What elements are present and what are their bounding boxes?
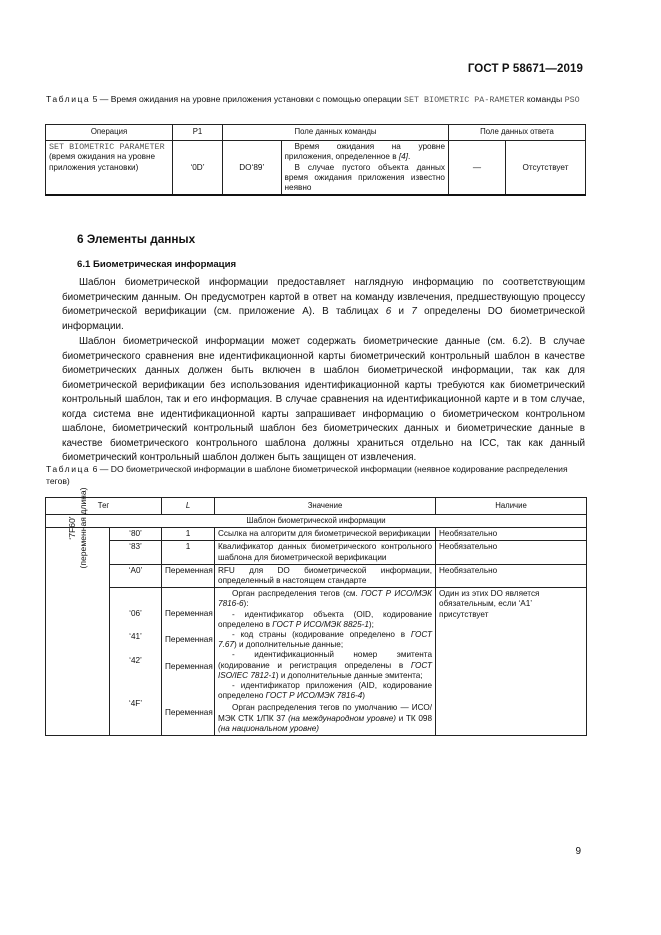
paragraph-1-text-a: Шаблон биометрической информации предоставляет наглядную информацию по соответствующим биометрическим данным. Он предусмотрен картой в ответ на команду извлечения, предшествующую процессу биометрической верификации (см. приложение А). В таблицах bbox=[62, 277, 585, 317]
table5-cell-response: Отсутствует bbox=[506, 141, 586, 196]
table6-tag-42: ‘42’ bbox=[129, 655, 142, 665]
table6-issuer-lengths bbox=[162, 588, 215, 736]
table6-value-a0: RFU для DO биометрической информации, определенный в настоящем стандарте bbox=[215, 564, 436, 587]
table6-issuer-item-4f-text-a: - идентификатор приложения (AID, кодирование определено bbox=[218, 681, 433, 701]
table5-cell-p1: ‘0D’ bbox=[173, 141, 223, 196]
paragraph-2: Шаблон биометрической информации может содержать биометрические данные (см. 6.2). В случае биометрического сравнения вне идентификационной карты биометрический контрольный шаблон в качестве биометрических данных должен быть включен в шаблон биометрической информации, так как для биометрической верификации без использования идентификационной карты требуются как биометрический контрольный шаблон, так и его информация. В случае сравнения на идентификационной карте и в том случае, когда система вне идентификационной карты запрашивает информацию о биометрическом контрольном шаблоне, биометрический контрольный шаблон без биометрических данных и биометрические данные в качестве биометрического контрольного шаблона должны храниться отдельно на ICC, так как данный биометрический контрольный шаблон должен быть защищен от извлечения. bbox=[62, 336, 585, 463]
table5-caption-label: Таблица bbox=[46, 94, 91, 104]
table6-header-l: L bbox=[162, 498, 215, 515]
table5-operation-text: (время ожидания на уровне приложения установки) bbox=[49, 152, 156, 172]
table6-header-presence: Наличие bbox=[436, 498, 587, 515]
table6-issuer-default-b: и ТК 098 bbox=[396, 713, 433, 723]
table5-desc-1-text: Время ожидания на уровне приложения, определенное в bbox=[284, 142, 445, 162]
table5-desc-1-end: . bbox=[407, 152, 411, 162]
paragraph-1-text-b: и bbox=[391, 306, 412, 317]
table5-header-operation: Операция bbox=[46, 125, 173, 141]
table6-l-06: Переменная bbox=[165, 609, 213, 619]
table6-l-83: 1 bbox=[162, 541, 215, 564]
table5-desc-1 bbox=[285, 142, 446, 163]
table6-issuer-item-41-text-a: - код страны (кодирование определено в bbox=[232, 630, 411, 640]
table6-issuer-item-42-ref: ГОСТ ISO/IEC 7812-1 bbox=[218, 660, 433, 680]
table5 bbox=[45, 124, 586, 196]
table6-header-value: Значение bbox=[215, 498, 436, 515]
table6-issuer-item-41 bbox=[218, 630, 432, 650]
table5-desc-1-ref: [4] bbox=[398, 152, 408, 162]
subsection-title: 6.1 Биометрическая информация bbox=[77, 259, 237, 270]
table6-issuer-item-41-text-b: ) и дополнительные данные; bbox=[233, 640, 344, 650]
paragraph-1-text-c: определены DO биометрической информации. bbox=[62, 306, 585, 332]
table6-presence-a0: Необязательно bbox=[436, 564, 587, 587]
table6-issuer-intro-ref: ГОСТ Р ИСО/МЭК 7816-6 bbox=[218, 589, 433, 609]
table6-l-a0: Переменная bbox=[162, 564, 215, 587]
table6-issuer-item-06 bbox=[218, 610, 432, 630]
page-number: 9 bbox=[575, 846, 581, 857]
table6-caption bbox=[46, 463, 586, 488]
table6-tag-83: ‘83’ bbox=[110, 541, 162, 564]
table6-tag-80: ‘80’ bbox=[110, 528, 162, 541]
table6-tag-4f: ‘4F’ bbox=[128, 698, 143, 708]
section-body bbox=[62, 276, 585, 467]
table6-issuer-default bbox=[218, 703, 432, 734]
table5-operation-code: SET BIOMETRIC PARAMETER bbox=[49, 142, 165, 152]
table6-span-label: Шаблон биометрической информации bbox=[46, 515, 587, 528]
table6-row-a0 bbox=[46, 564, 587, 587]
table6-l-80: 1 bbox=[162, 528, 215, 541]
section-title: 6 Элементы данных bbox=[77, 232, 196, 246]
table6-row-issuer bbox=[46, 588, 587, 736]
table6-issuer-item-42-text-b: ) и дополнительные данные эмитента; bbox=[275, 670, 423, 680]
table6-outer-tag bbox=[67, 488, 89, 569]
table6-tag-41: ‘41’ bbox=[129, 632, 142, 642]
table6-presence-80: Необязательно bbox=[436, 528, 587, 541]
table5-row bbox=[46, 141, 586, 196]
paragraph-1-table6-ref[interactable]: 6 bbox=[385, 306, 392, 317]
table5-cell-operation bbox=[46, 141, 173, 196]
table5-header-p1: P1 bbox=[173, 125, 223, 141]
table5-desc-2: В случае пустого объекта данных время ожидания приложения известно неявно bbox=[284, 162, 445, 193]
table6-issuer-item-06-text-b: ); bbox=[368, 619, 374, 629]
table5-cell-command-data bbox=[223, 141, 449, 196]
table6-l-4f: Переменная bbox=[165, 708, 213, 718]
table6-issuer-default-natl: (на национальном уровне) bbox=[218, 723, 320, 733]
document-code-header: ГОСТ Р 58671—2019 bbox=[467, 63, 583, 75]
table6-issuer-item-4f-text-b: ) bbox=[362, 691, 366, 701]
table6-row-80 bbox=[46, 528, 587, 541]
table6-issuer-default-a: Орган распределения тегов по умолчанию — ИСО/МЭК СТК 1/ПК 37 bbox=[218, 703, 433, 723]
table6-issuer-item-42 bbox=[218, 650, 432, 681]
table5-caption-text: — Время ожидания на уровне приложения установки с помощью операции bbox=[97, 94, 404, 104]
table6-issuer-intro-a: Орган распределения тегов (см. bbox=[232, 589, 362, 599]
table6-value-80: Ссылка на алгоритм для биометрической верификации bbox=[215, 528, 436, 541]
table6-caption-text: — DO биометрической информации в шаблоне биометрической информации (неявное кодирование распределения тегов) bbox=[46, 464, 568, 487]
table6-issuer-item-4f bbox=[218, 681, 432, 701]
table5-header-row bbox=[46, 125, 586, 141]
table6-presence-83: Необязательно bbox=[436, 541, 587, 564]
table5-caption-num: 5 bbox=[92, 94, 98, 104]
table6-span-row bbox=[46, 515, 587, 528]
table6-issuer-intro-b: ): bbox=[243, 599, 249, 609]
table6-issuer-tags bbox=[110, 588, 162, 736]
table5-command-data-inner bbox=[223, 141, 448, 194]
table6-issuer-value bbox=[215, 588, 436, 736]
table6-header-tag: Тег bbox=[46, 498, 162, 515]
table5-caption-text2: команды bbox=[524, 94, 565, 104]
table6-outer-tag-value: ‘7F60’ bbox=[66, 516, 77, 540]
table5-caption-code2: PSO bbox=[564, 95, 580, 105]
table6-issuer-intro bbox=[218, 589, 432, 609]
table5-cell-dash: — bbox=[449, 141, 506, 196]
table6-issuer-item-06-text-a: - идентификатор объекта (OID, кодирование определено в bbox=[218, 609, 433, 629]
table5-caption bbox=[46, 93, 586, 106]
table6-issuer-presence: Один из этих DO является обязательным, если ‘A1’ присутствует bbox=[436, 588, 587, 736]
table6-issuer-default-intl: (на международном уровне) bbox=[288, 713, 397, 723]
paragraph-1 bbox=[62, 276, 585, 334]
paragraph-1-table7-ref[interactable]: 7 bbox=[411, 306, 417, 317]
table5-command-desc bbox=[281, 141, 448, 194]
table6-value-83: Квалификатор данных биометрического контрольного шаблона для биометрической верификации bbox=[215, 541, 436, 564]
table6-tag-a0: ‘A0’ bbox=[110, 564, 162, 587]
table6-l-41: Переменная bbox=[165, 635, 213, 645]
table6-caption-label: Таблица bbox=[46, 464, 91, 474]
table6-issuer-item-06-ref: ГОСТ Р ИСО/МЭК 8825-1 bbox=[272, 619, 369, 629]
table5-header-response-data: Поле данных ответа bbox=[449, 125, 586, 141]
table6 bbox=[45, 487, 587, 736]
table6-header-row bbox=[46, 498, 587, 515]
table5-caption-code: SET BIOMETRIC PA-RAMETER bbox=[403, 95, 525, 105]
table5-header-command-data: Поле данных команды bbox=[223, 125, 449, 141]
table6-row-83 bbox=[46, 541, 587, 564]
table6-issuer-item-41-ref: ГОСТ 7.67 bbox=[218, 630, 433, 650]
table6-l-42: Переменная bbox=[165, 662, 213, 672]
table6-tag-06: ‘06’ bbox=[129, 609, 142, 619]
table6-issuer-item-42-text-a: - идентификационный номер эмитента (кодирование и регистрация определены в bbox=[218, 650, 433, 670]
table6-issuer-item-4f-ref: ГОСТ Р ИСО/МЭК 7816-4 bbox=[265, 691, 363, 701]
table5-command-tag: DO‘89’ bbox=[223, 141, 281, 194]
table6-caption-num: 6 bbox=[92, 464, 98, 474]
table6-outer-tag-note: (переменная длина) bbox=[77, 487, 88, 569]
